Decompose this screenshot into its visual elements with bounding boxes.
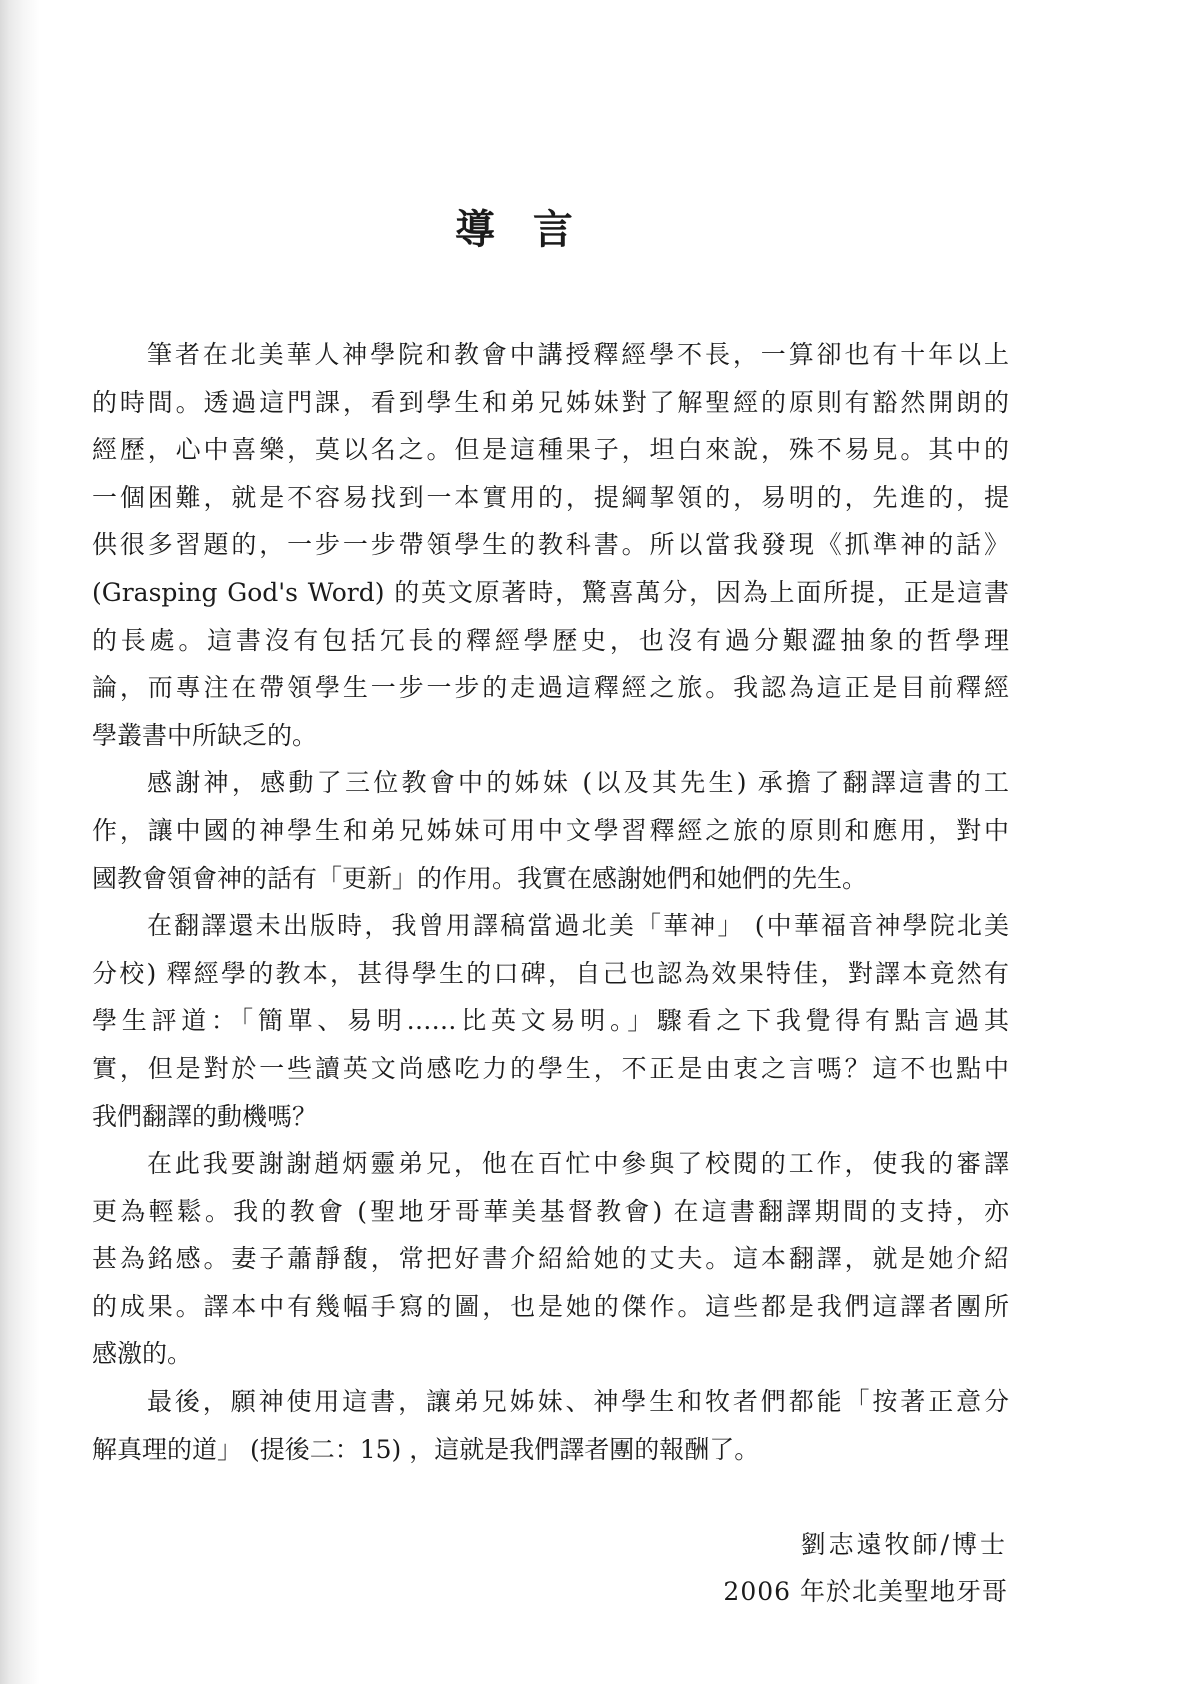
paragraph-1 bbox=[92, 331, 1009, 759]
signature-author: 劉志遠牧師/博士 bbox=[800, 1530, 1008, 1559]
paragraph-line: 甚為銘感。妻子蕭靜馥，常把好書介紹給她的丈夫。這本翻譯，就是她介紹 bbox=[92, 1244, 1009, 1274]
paragraph-3 bbox=[92, 902, 1009, 1140]
paragraph-line: 解真理的道」 (提後二：15) ，這就是我們譯者團的報酬了。 bbox=[92, 1434, 760, 1464]
paragraph-line: 的時間。透過這門課，看到學生和弟兄姊妹對了解聖經的原則有豁然開朗的 bbox=[92, 387, 1009, 417]
paragraph-line: 分校) 釋經學的教本，甚得學生的口碑，自己也認為效果特佳，對譯本竟然有 bbox=[92, 958, 1009, 988]
paragraph-line: 學生評道：「簡單、易明……比英文易明。」驟看之下我覺得有點言過其 bbox=[92, 1006, 1009, 1036]
paragraph-line: 經歷，心中喜樂，莫以名之。但是這種果子，坦白來說，殊不易見。其中的 bbox=[92, 435, 1009, 465]
paragraph-line: 供很多習題的，一步一步帶領學生的教科書。所以當我發現《抓準神的話》 bbox=[92, 530, 1009, 560]
paragraph-line: 我們翻譯的動機嗎？ bbox=[92, 1101, 318, 1131]
paragraph-line: 最後，願神使用這書，讓弟兄姊妹、神學生和牧者們都能「按著正意分 bbox=[147, 1387, 1009, 1417]
paragraph-line: 感激的。 bbox=[92, 1339, 193, 1369]
signature-date-place: 2006 年於北美聖地牙哥 bbox=[723, 1577, 1008, 1606]
page-title: 導 言 bbox=[455, 206, 585, 253]
paragraph-line: 實，但是對於一些讀英文尚感吃力的學生，不正是由衷之言嗎？這不也點中 bbox=[92, 1053, 1009, 1083]
body-text bbox=[92, 331, 1009, 1473]
paragraph-line: 筆者在北美華人神學院和教會中講授釋經學不長，一算卻也有十年以上 bbox=[147, 340, 1009, 369]
paragraph-line: 更為輕鬆。我的教會 (聖地牙哥華美基督教會) 在這書翻譯期間的支持，亦 bbox=[92, 1196, 1009, 1226]
paragraph-line: 的長處。這書沒有包括冗長的釋經學歷史，也沒有過分艱澀抽象的哲學理 bbox=[92, 625, 1009, 655]
paragraph-4 bbox=[92, 1140, 1009, 1378]
paragraph-line: 學叢書中所缺乏的。 bbox=[92, 720, 318, 750]
paragraph-line: (Grasping God's Word) 的英文原著時，驚喜萬分，因為上面所提，正是這書 bbox=[92, 577, 1009, 607]
paragraph-line: 的成果。譯本中有幾幅手寫的圖，也是她的傑作。這些都是我們這譯者團所 bbox=[92, 1291, 1009, 1321]
paragraph-line: 在此我要謝謝趙炳靈弟兄，他在百忙中參與了校閱的工作，使我的審譯 bbox=[147, 1149, 1009, 1179]
paragraph-line: 論，而專注在帶領學生一步一步的走過這釋經之旅。我認為這正是目前釋經 bbox=[92, 673, 1009, 703]
paragraph-5 bbox=[92, 1378, 1009, 1473]
paragraph-2 bbox=[92, 759, 1009, 902]
paragraph-line: 在翻譯還未出版時，我曾用譯稿當過北美「華神」 (中華福音神學院北美 bbox=[147, 911, 1009, 941]
paragraph-line: 作，讓中國的神學生和弟兄姊妹可用中文學習釋經之旅的原則和應用，對中 bbox=[92, 815, 1009, 845]
paragraph-line: 一個困難，就是不容易找到一本實用的，提綱挈領的，易明的，先進的，提 bbox=[92, 482, 1009, 512]
paragraph-line: 感謝神，感動了三位教會中的姊妹 (以及其先生) 承擔了翻譯這書的工 bbox=[147, 768, 1009, 798]
paragraph-line: 國教會領會神的話有「更新」的作用。我實在感謝她們和她們的先生。 bbox=[92, 863, 868, 893]
